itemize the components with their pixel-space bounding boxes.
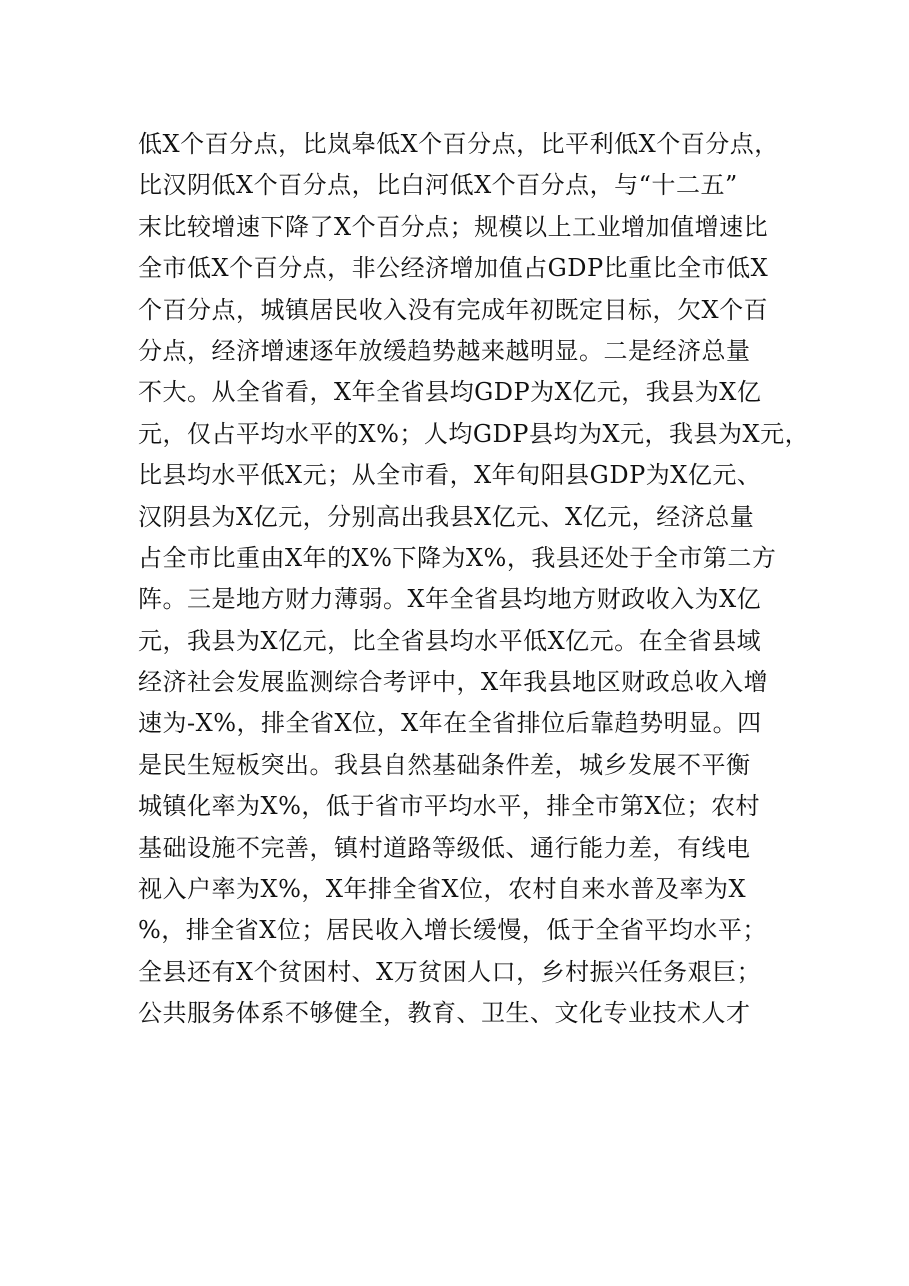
text-line: 不大。从全省看，X年全省县均GDP为X亿元，我县为X亿 bbox=[138, 378, 762, 407]
text-line: 比县均水平低X元；从全市看，X年旬阳县GDP为X亿元、 bbox=[138, 461, 762, 490]
text-line: 低X个百分点，比岚皋低X个百分点，比平利低X个百分点， bbox=[138, 130, 779, 158]
text-line: 比汉阴低X个百分点，比白河低X个百分点，与“十二五” bbox=[138, 171, 738, 200]
text-line: 全市低X个百分点，非公经济增加值占GDP比重比全市低X bbox=[138, 254, 769, 283]
text-line: 经济社会发展监测综合考评中，X年我县地区财政总收入增 bbox=[138, 668, 769, 697]
text-line: 基础设施不完善，镇村道路等级低、通行能力差，有线电 bbox=[138, 833, 751, 862]
body-paragraph bbox=[138, 124, 810, 1035]
text-line: 分点，经济增速逐年放缓趋势越来越明显。二是经济总量 bbox=[138, 336, 751, 365]
text-line: 全县还有X个贫困村、X万贫困人口，乡村振兴任务艰巨； bbox=[138, 957, 762, 986]
text-line: 阵。三是地方财力薄弱。X年全省县均地方财政收入为X亿 bbox=[138, 585, 762, 614]
text-line: %，排全省X位；居民收入增长缓慢，低于全省平均水平； bbox=[138, 916, 767, 945]
text-line: 是民生短板突出。我县自然基础条件差，城乡发展不平衡 bbox=[138, 750, 751, 779]
text-line: 末比较增速下降了X个百分点；规模以上工业增加值增速比 bbox=[138, 212, 769, 241]
text-line: 个百分点，城镇居民收入没有完成年初既定目标，欠X个百 bbox=[138, 295, 769, 324]
text-line: 城镇化率为X%，低于省市平均水平，排全市第X位；农村 bbox=[138, 792, 760, 821]
text-line: 元，我县为X亿元，比全省县均水平低X亿元。在全省县域 bbox=[138, 626, 762, 655]
text-line: 占全市比重由X年的X%下降为X%，我县还处于全市第二方 bbox=[138, 543, 777, 572]
text-line: 公共服务体系不够健全，教育、卫生、文化专业技术人才 bbox=[138, 999, 751, 1028]
text-line: 速为-X%，排全省X位，X年在全省排位后靠趋势明显。四 bbox=[138, 709, 762, 738]
text-line: 汉阴县为X亿元，分别高出我县X亿元、X亿元，经济总量 bbox=[138, 502, 755, 531]
text-line: 元，仅占平均水平的X%；人均GDP县均为X元，我县为X元， bbox=[138, 419, 810, 448]
text-line: 视入户率为X%，X年排全省X位，农村自来水普及率为X bbox=[138, 875, 747, 904]
